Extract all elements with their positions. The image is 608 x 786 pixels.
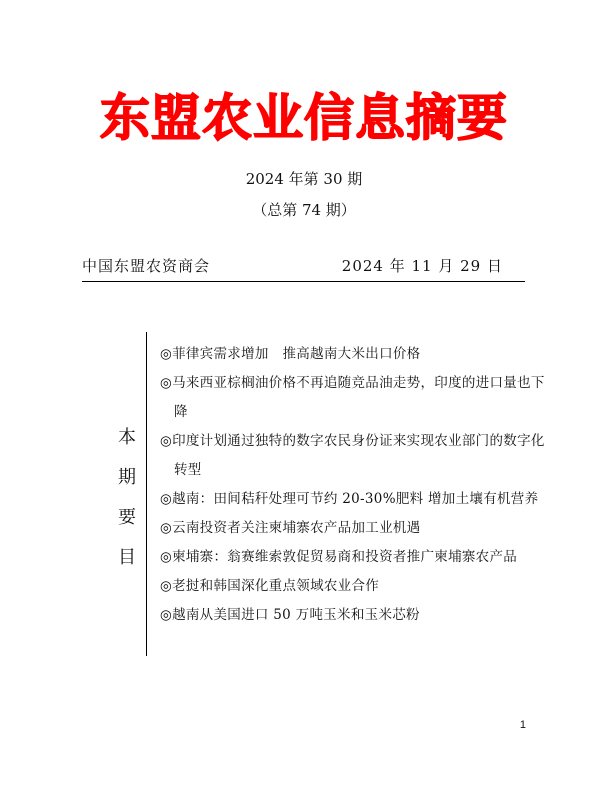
page-number: 1 <box>519 719 526 731</box>
toc-label-char: 期 <box>118 467 136 488</box>
publication-date: 2024 年 11 月 29 日 <box>341 257 503 275</box>
toc-item: ◎马来西亚棕榈油价格不再追随竞品油走势，印度的进口量也下降 <box>160 375 545 420</box>
toc-item: ◎柬埔寨：翁赛维索敦促贸易商和投资者推广柬埔寨农产品 <box>160 549 518 565</box>
toc-item: ◎云南投资者关注柬埔寨农产品加工业机遇 <box>160 520 421 536</box>
toc-item: ◎越南：田间秸秆处理可节约 20-30%肥料 增加土壤有机营养 <box>160 491 539 507</box>
toc-label-char: 目 <box>118 547 136 568</box>
header-divider <box>82 281 525 282</box>
toc-item: ◎老挝和韩国深化重点领域农业合作 <box>160 578 380 594</box>
issue-number: 2024 年第 30 期 <box>245 170 363 188</box>
toc-label-char: 要 <box>118 507 136 528</box>
toc-divider <box>146 332 147 656</box>
document-title: 东盟农业信息摘要 <box>100 89 508 147</box>
toc-item: ◎菲律宾需求增加 推高越南大米出口价格 <box>160 346 421 362</box>
toc-list <box>160 340 550 630</box>
publication-row <box>82 255 523 277</box>
publisher-name: 中国东盟农资商会 <box>82 257 211 275</box>
total-issue-number: （总第 74 期） <box>252 201 356 219</box>
toc-label-char: 本 <box>118 427 136 448</box>
toc-label <box>112 418 142 578</box>
toc-item: ◎印度计划通过独特的数字农民身份证来实现农业部门的数字化转型 <box>160 433 545 478</box>
toc-item: ◎越南从美国进口 50 万吨玉米和玉米芯粉 <box>160 607 420 623</box>
